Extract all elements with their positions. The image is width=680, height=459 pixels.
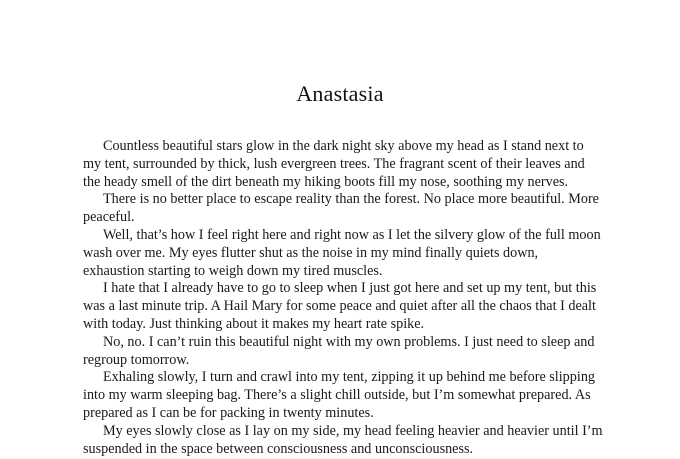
- paragraph: Well, that’s how I feel right here and right now as I let the silvery glow of the full moon wash over me. My eyes flutter shut as the noise in my mind finally quiets down, exhaustion starting to weigh down my tired muscles.: [83, 226, 601, 279]
- paragraph: Exhaling slowly, I turn and crawl into my tent, zipping it up behind me before slipping into my warm sleeping bag. There’s a slight chill outside, but I’m somewhat prepared. As prepared as I can be for packing in twenty minutes.: [83, 369, 596, 421]
- chapter-body: [83, 138, 603, 458]
- paragraph: There is no better place to escape reality than the forest. No place more beautiful. More peaceful.: [83, 191, 599, 226]
- paragraph: I hate that I already have to go to sleep when I just got here and set up my tent, but this was a last minute trip. A Hail Mary for some peace and quiet after all the chaos that I dealt with today. Just thinking about it makes my heart rate spike.: [83, 280, 597, 332]
- paragraph: My eyes slowly close as I lay on my side, my head feeling heavier and heavier until I’m suspended in the space between consciousness and unconsciousness.: [83, 422, 603, 457]
- paragraph: Countless beautiful stars glow in the dark night sky above my head as I stand next to my tent, surrounded by thick, lush evergreen trees. The fragrant scent of their leaves and the heady smell of the dirt beneath my hiking boots fill my nose, soothing my nerves.: [83, 138, 585, 190]
- chapter-title: Anastasia: [296, 81, 384, 106]
- paragraph: No, no. I can’t ruin this beautiful night with my own problems. I just need to sleep and regroup tomorrow.: [83, 333, 595, 368]
